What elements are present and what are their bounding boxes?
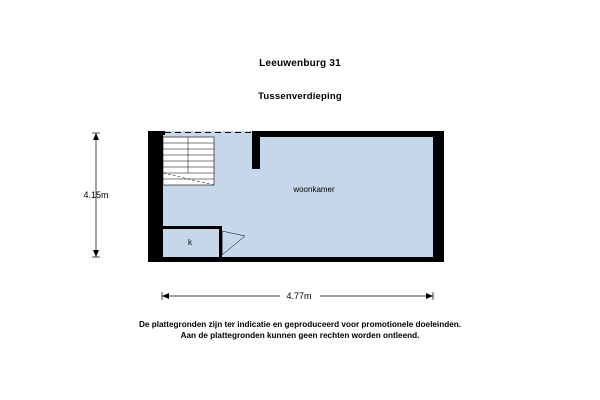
room-label-woonkamer: woonkamer	[293, 185, 335, 194]
wall-bottom	[148, 257, 444, 262]
room-label-k: k	[188, 238, 192, 247]
closet-wall-top	[163, 226, 221, 229]
wall-right	[433, 131, 444, 262]
wall-left	[148, 131, 163, 262]
wall-top-left	[148, 131, 165, 135]
partition-wall	[252, 131, 260, 169]
staircase	[163, 137, 214, 185]
height-dimension-label: 4.15m	[83, 190, 109, 200]
disclaimer-line-2: Aan de plattegronden kunnen geen rechten worden ontleend.	[180, 331, 420, 340]
width-dimension-label: 4.77m	[286, 291, 312, 301]
disclaimer-line-1: De plattegronden zijn ter indicatie en geproduceerd voor promotionele doeleinden.	[138, 320, 462, 329]
floor-name-title: Tussenverdieping	[258, 91, 342, 102]
plan-address-title: Leeuwenburg 31	[259, 58, 341, 69]
closet-wall-side	[219, 226, 222, 257]
wall-top-right	[252, 131, 444, 137]
